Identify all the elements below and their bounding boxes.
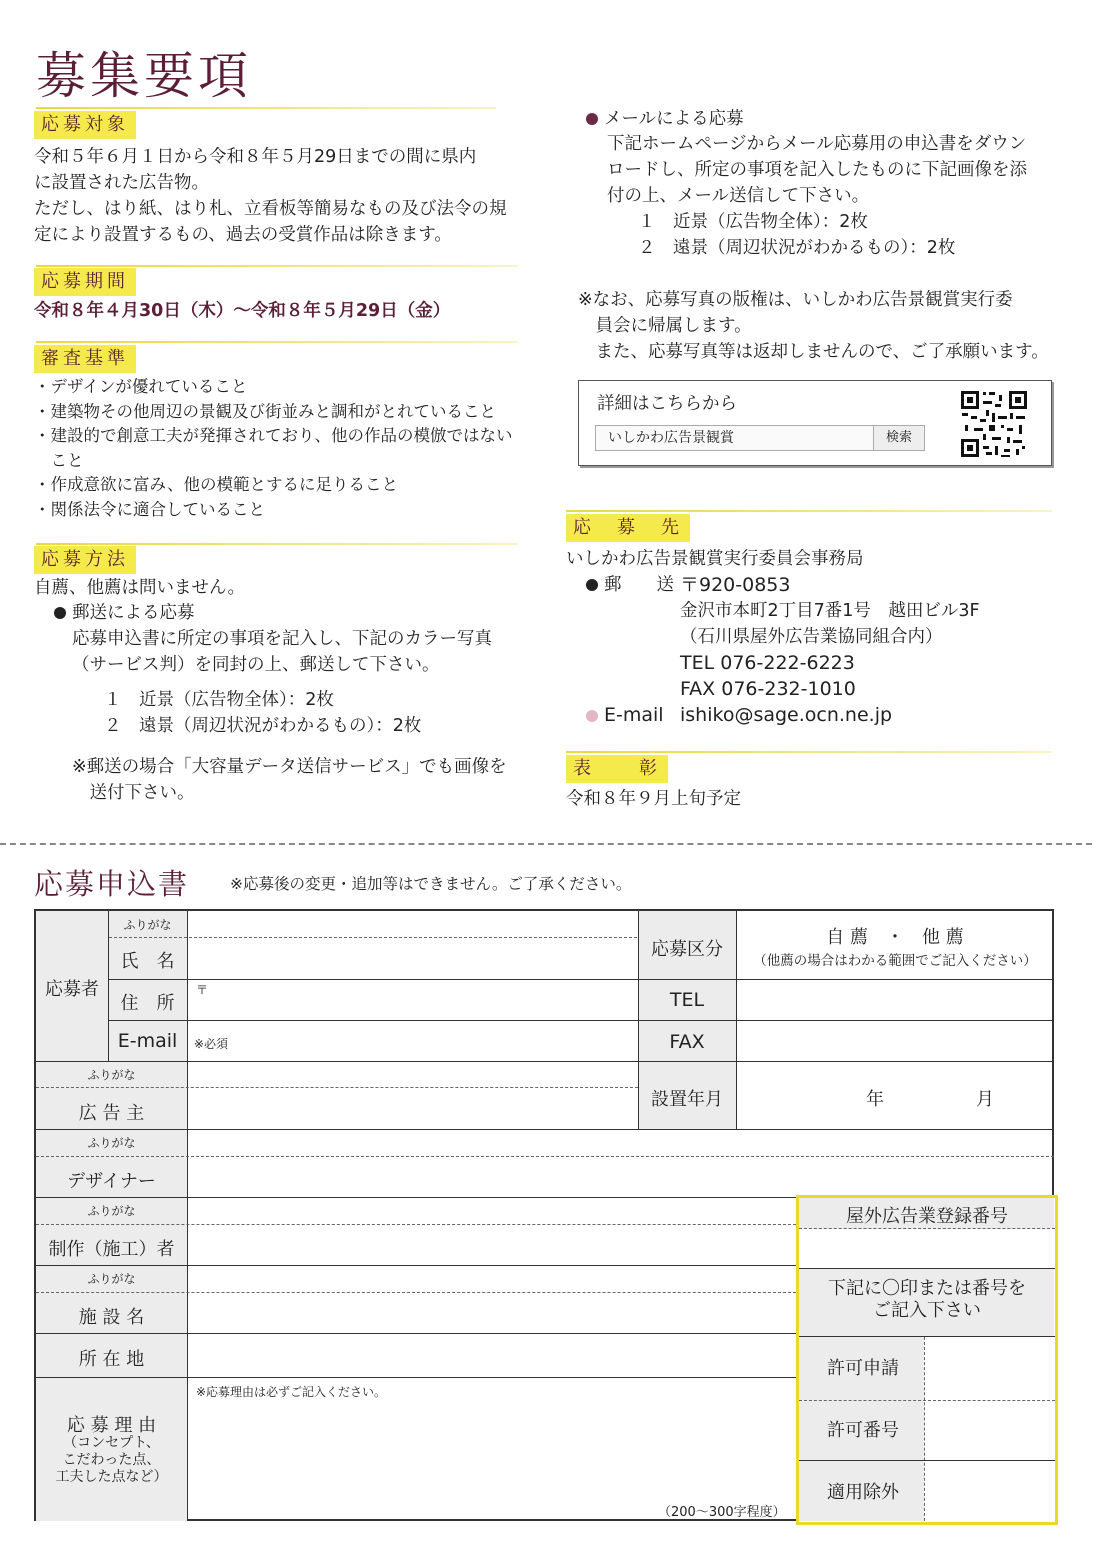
email-apply-text: 下記ホームページからメール応募用の申込書をダウン ロードし、所定の事項を記入したものに下記画像を添 付の上、メール送信して下さい。 xyxy=(607,134,1027,206)
form-note: ※応募後の変更・追加等はできません。ご了承ください。 xyxy=(230,875,632,893)
divider xyxy=(36,341,518,343)
divider xyxy=(36,543,518,545)
bullet-icon xyxy=(586,710,598,722)
year-label: 年 xyxy=(866,1089,884,1110)
exempt-field[interactable] xyxy=(929,1462,1053,1522)
section-heading-target: 応募対象 xyxy=(34,111,136,139)
category-label: 応募区分 xyxy=(651,939,723,960)
location-label: 所 在 地 xyxy=(78,1349,145,1370)
reason-note: ※応募理由は必ずご記入ください。 xyxy=(196,1385,387,1399)
mail-note: ※郵送の場合「大容量データ送信サービス」でも画像を 送付下さい。 xyxy=(72,757,507,803)
contact-post-label: 郵 送 xyxy=(586,572,674,598)
install-date-label: 設置年月 xyxy=(651,1089,723,1110)
postal-mark: 〒 xyxy=(196,983,209,997)
reason-count: （200～300字程度） xyxy=(658,1505,786,1520)
mark-instruction: 下記に〇印または番号を ご記入下さい xyxy=(828,1278,1026,1321)
tel-input[interactable] xyxy=(740,981,1050,1019)
location-input[interactable] xyxy=(192,1335,792,1375)
install-date-input[interactable] xyxy=(740,1063,1050,1127)
divider xyxy=(36,265,518,267)
advertiser-label: 広 告 主 xyxy=(78,1103,145,1124)
section-heading-criteria: 審査基準 xyxy=(34,345,136,373)
contact-email-label: E-mail xyxy=(586,702,664,728)
advertiser-input[interactable] xyxy=(192,1063,636,1127)
email-input[interactable] xyxy=(232,1022,636,1060)
search-panel xyxy=(578,380,1052,466)
award-text: 令和８年９月上旬予定 xyxy=(566,789,741,809)
section-heading-award: 表 彰 xyxy=(566,755,668,783)
page-title: 募集要項 xyxy=(36,47,252,105)
address-label: 住 所 xyxy=(120,993,175,1014)
contact-email[interactable]: ishiko@sage.ocn.ne.jp xyxy=(680,704,893,726)
furigana-label: ふりがな xyxy=(123,918,172,932)
applicant-label: 応募者 xyxy=(45,979,99,1000)
furigana-label: ふりがな xyxy=(87,1136,136,1150)
section-heading-period: 応募期間 xyxy=(34,268,136,296)
mail-photos: １ 近景（広告物全体）：2枚 ２ 遠景（周辺状況がわかるもの）：2枚 xyxy=(104,690,422,736)
exempt-label: 適用除外 xyxy=(827,1482,899,1503)
name-furigana-input[interactable] xyxy=(192,913,636,935)
divider xyxy=(566,751,1052,753)
copyright-note: ※なお、応募写真の版権は、いしかわ広告景観賞実行委 員会に帰属します。 また、応募写真等は返却しませんので、ご了承願います。 xyxy=(578,290,1049,362)
producer-input[interactable] xyxy=(192,1199,792,1263)
registration-label: 屋外広告業登録番号 xyxy=(846,1206,1008,1227)
designer-label: デザイナー xyxy=(67,1171,156,1192)
list-item: ・関係法令に適合していること xyxy=(34,499,265,519)
list-item: ・建設的で創意工夫が発揮されており、他の作品の模倣ではない xyxy=(34,426,513,445)
section-heading-method: 応募方法 xyxy=(34,546,136,574)
producer-label: 制作（施工）者 xyxy=(48,1239,175,1260)
facility-input[interactable] xyxy=(192,1267,792,1331)
divider xyxy=(566,510,1052,512)
registration-box xyxy=(796,1195,1058,1525)
contact-org: いしかわ広告景観賞実行委員会事務局 xyxy=(566,549,864,569)
registration-number-field[interactable] xyxy=(807,1232,1047,1266)
search-button[interactable]: 検索 xyxy=(873,426,924,450)
permit-number-label: 許可番号 xyxy=(827,1420,899,1441)
list-item: こと xyxy=(34,450,84,470)
email-label: E-mail xyxy=(117,1030,178,1052)
name-input[interactable] xyxy=(192,939,636,977)
reason-input[interactable] xyxy=(192,1401,792,1499)
form-title: 応募申込書 xyxy=(34,867,190,901)
application-form xyxy=(34,909,1054,1521)
reason-sublabel: （コンセプト、 こだわった点、 工夫した点など） xyxy=(55,1435,168,1485)
category-note: （他薦の場合はわかる範囲でご記入ください） xyxy=(753,953,1037,969)
month-label: 月 xyxy=(976,1089,994,1110)
list-item: ・建築物その他周辺の景観及び街並みと調和がとれていること xyxy=(34,401,496,421)
name-label: 氏 名 xyxy=(120,951,175,972)
furigana-label: ふりがな xyxy=(87,1272,136,1286)
qr-code-icon xyxy=(959,389,1029,459)
search-input[interactable]: いしかわ広告景観賞 検索 xyxy=(595,425,925,451)
list-item: ・デザインが優れていること xyxy=(34,377,248,396)
target-text: 令和５年６月１日から令和８年５月29日までの間に県内 に設置された広告物。 ただし、はり紙、はり札、立看板等簡易なもの及び法令の規 定により設置するもの、過去の受賞作品は除きます。 xyxy=(34,147,507,245)
bullet-icon xyxy=(54,607,66,619)
bullet-icon xyxy=(586,579,598,591)
divider xyxy=(36,107,496,109)
search-caption: 詳細はこちらから xyxy=(597,394,737,414)
method-intro: 自薦、他薦は問いません。 xyxy=(34,578,246,598)
facility-label: 施 設 名 xyxy=(78,1307,145,1328)
email-photos: １ 近景（広告物全体）：2枚 ２ 遠景（周辺状況がわかるもの）：2枚 xyxy=(638,212,956,258)
furigana-label: ふりがな xyxy=(87,1204,136,1218)
period-text: 令和８年４月30日（木）～令和８年５月29日（金） xyxy=(34,301,451,321)
email-apply-head: メールによる応募 xyxy=(586,106,744,132)
designer-input[interactable] xyxy=(192,1131,1048,1195)
permit-apply-field[interactable] xyxy=(929,1338,1053,1398)
criteria-list xyxy=(34,375,513,522)
fax-input[interactable] xyxy=(740,1022,1050,1060)
bullet-icon xyxy=(586,113,598,125)
mail-apply-text: 応募申込書に所定の事項を記入し、下記のカラー写真 （サービス判）を同封の上、郵送して下さい。 xyxy=(72,629,492,675)
permit-apply-label: 許可申請 xyxy=(827,1358,899,1379)
mail-apply-head: 郵送による応募 xyxy=(54,600,195,626)
required-note: ※必須 xyxy=(194,1037,229,1051)
permit-number-field[interactable] xyxy=(929,1402,1053,1458)
furigana-label: ふりがな xyxy=(87,1068,136,1082)
reason-label: 応 募 理 由 xyxy=(66,1415,157,1436)
list-item: ・作成意欲に富み、他の模範とするに足りること xyxy=(34,475,398,494)
cut-line xyxy=(0,843,1092,845)
category-options[interactable]: 自 薦 ・ 他 薦 xyxy=(826,927,964,948)
tel-label: TEL xyxy=(669,989,705,1011)
section-heading-contact: 応 募 先 xyxy=(566,514,690,542)
fax-label: FAX xyxy=(669,1031,705,1053)
contact-address: 〒920-0853 金沢市本町2丁目7番1号 越田ビル3F （石川県屋外広告業協同組合内） TEL 076-222-6223 FAX 076-232-1010 xyxy=(680,574,980,700)
address-input[interactable] xyxy=(208,981,636,1019)
